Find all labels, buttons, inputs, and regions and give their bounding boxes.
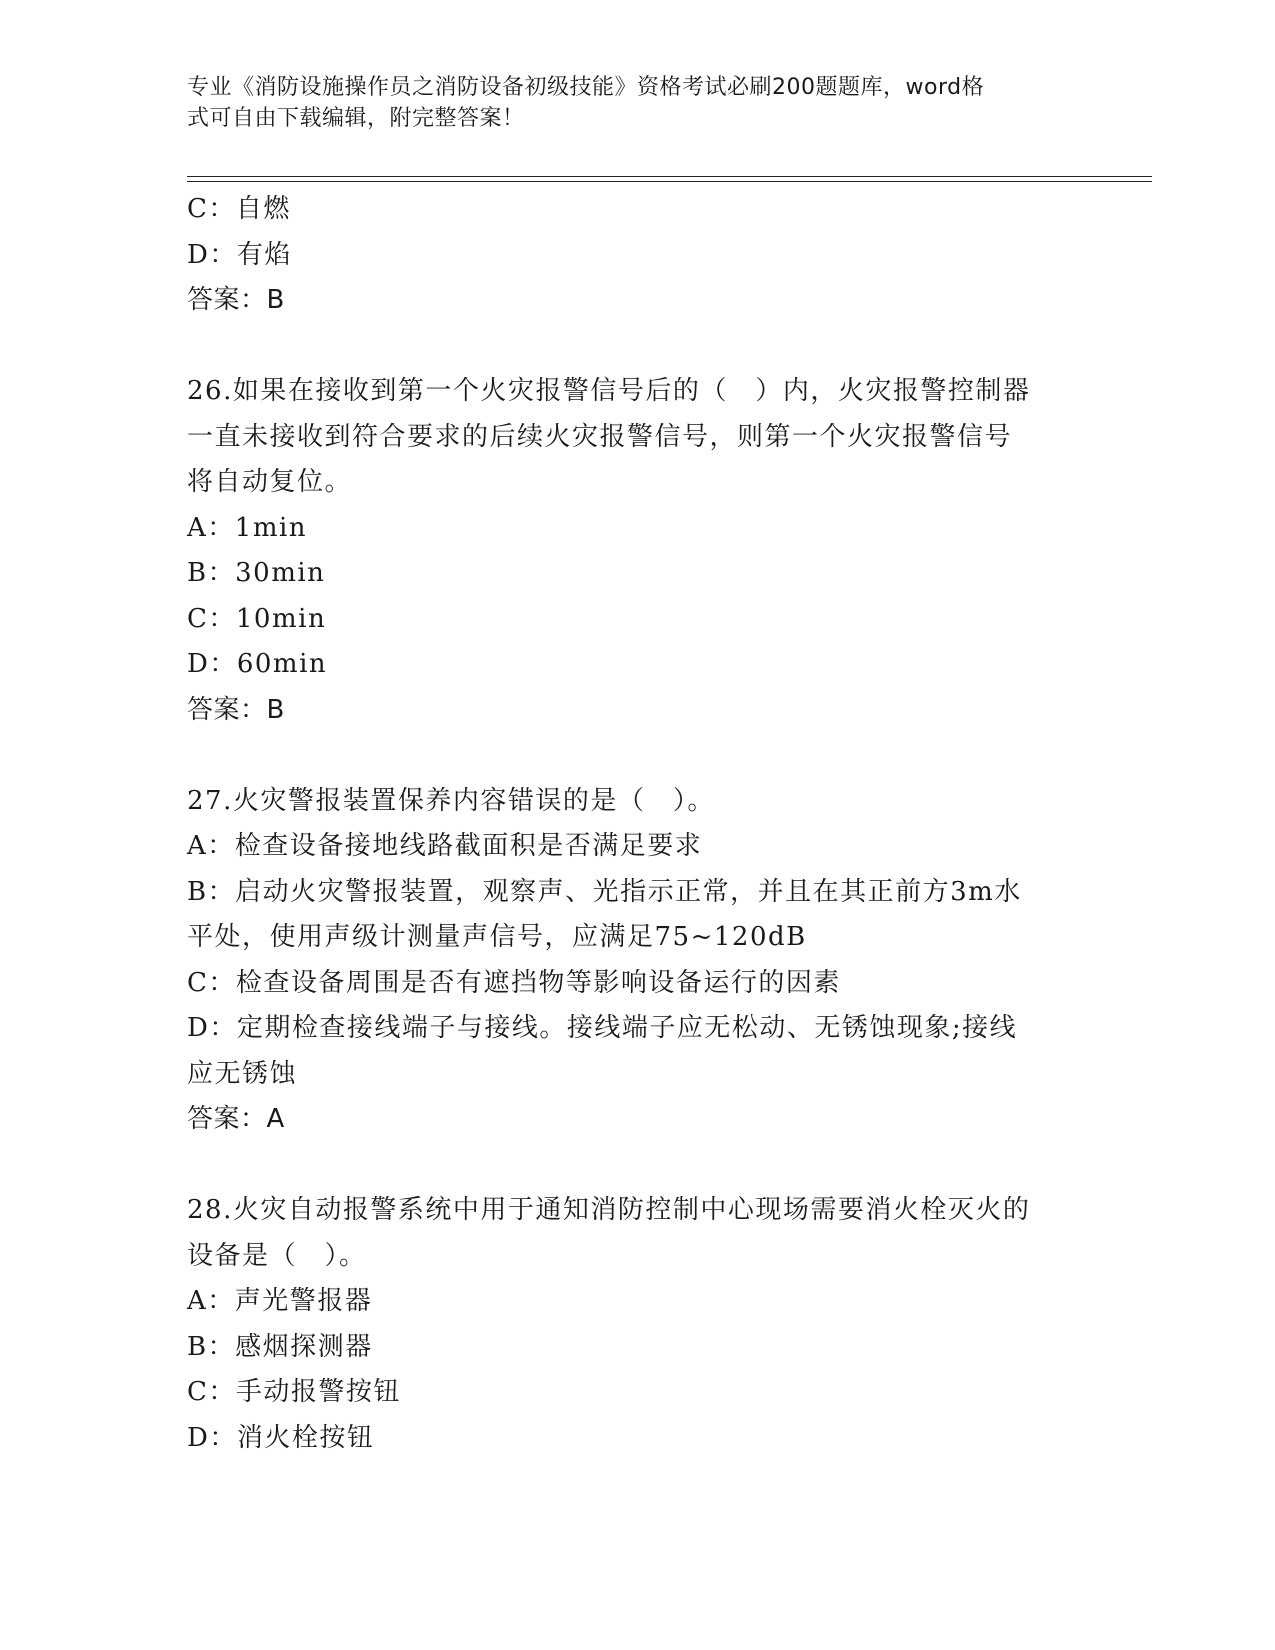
- option-d: D：消火栓按钮: [187, 1422, 375, 1453]
- question-stem: 26.如果在接收到第一个火灾报警信号后的（ ）内，火灾报警控制器: [187, 376, 1031, 406]
- question-28: [187, 1188, 1087, 1461]
- header-divider-bottom: [187, 181, 1152, 182]
- question-stem: 28.火灾自动报警系统中用于通知消防控制中心现场需要消火栓灭火的: [187, 1195, 1031, 1225]
- option-b: B：感烟探测器: [187, 1331, 373, 1362]
- question-stem: 一直未接收到符合要求的后续火灾报警信号，则第一个火灾报警信号: [187, 421, 1013, 452]
- question-stem: 27.火灾警报装置保养内容错误的是（ ）。: [187, 785, 715, 816]
- option-b: B：启动火灾警报装置，观察声、光指示正常，并且在其正前方3m水: [187, 876, 1022, 907]
- spacer: [187, 1143, 1087, 1189]
- option-a: A：声光警报器: [187, 1286, 373, 1316]
- header-line-1: 专业《消防设施操作员之消防设备初级技能》资格考试必刷200题题库，word格: [187, 75, 985, 100]
- spacer: [187, 324, 1087, 370]
- option-d: D：有焰: [187, 239, 292, 270]
- header-divider-top: [187, 176, 1152, 177]
- option-a: A：1min: [187, 512, 308, 543]
- option-b: B：30min: [187, 558, 326, 588]
- option-d: D：定期检查接线端子与接线。接线端子应无松动、无锈蚀现象;接线: [187, 1013, 1018, 1043]
- answer-label: 答案：B: [187, 285, 285, 315]
- option-b-continued: 平处，使用声级计测量声信号，应满足75~120dB: [187, 922, 807, 952]
- option-a: A：检查设备接地线路截面积是否满足要求: [187, 831, 703, 861]
- question-25-tail: [187, 187, 1087, 324]
- answer-label: 答案：A: [187, 1104, 285, 1134]
- question-27: [187, 779, 1087, 1143]
- spacer: [187, 733, 1087, 779]
- option-d: D：60min: [187, 649, 328, 679]
- option-c: C：检查设备周围是否有遮挡物等影响设备运行的因素: [187, 967, 841, 998]
- option-c: C：自燃: [187, 194, 291, 224]
- answer-label: 答案：B: [187, 694, 285, 725]
- option-c: C：10min: [187, 603, 327, 634]
- option-c: C：手动报警按钮: [187, 1377, 401, 1407]
- question-list: [187, 187, 1087, 1461]
- question-stem: 将自动复位。: [187, 467, 353, 497]
- question-26: [187, 369, 1087, 733]
- header-line-2: 式可自由下载编辑，附完整答案！: [187, 106, 525, 131]
- option-d-continued: 应无锈蚀: [187, 1058, 298, 1089]
- question-stem: 设备是（ ）。: [187, 1240, 367, 1271]
- document-header: [187, 72, 1067, 134]
